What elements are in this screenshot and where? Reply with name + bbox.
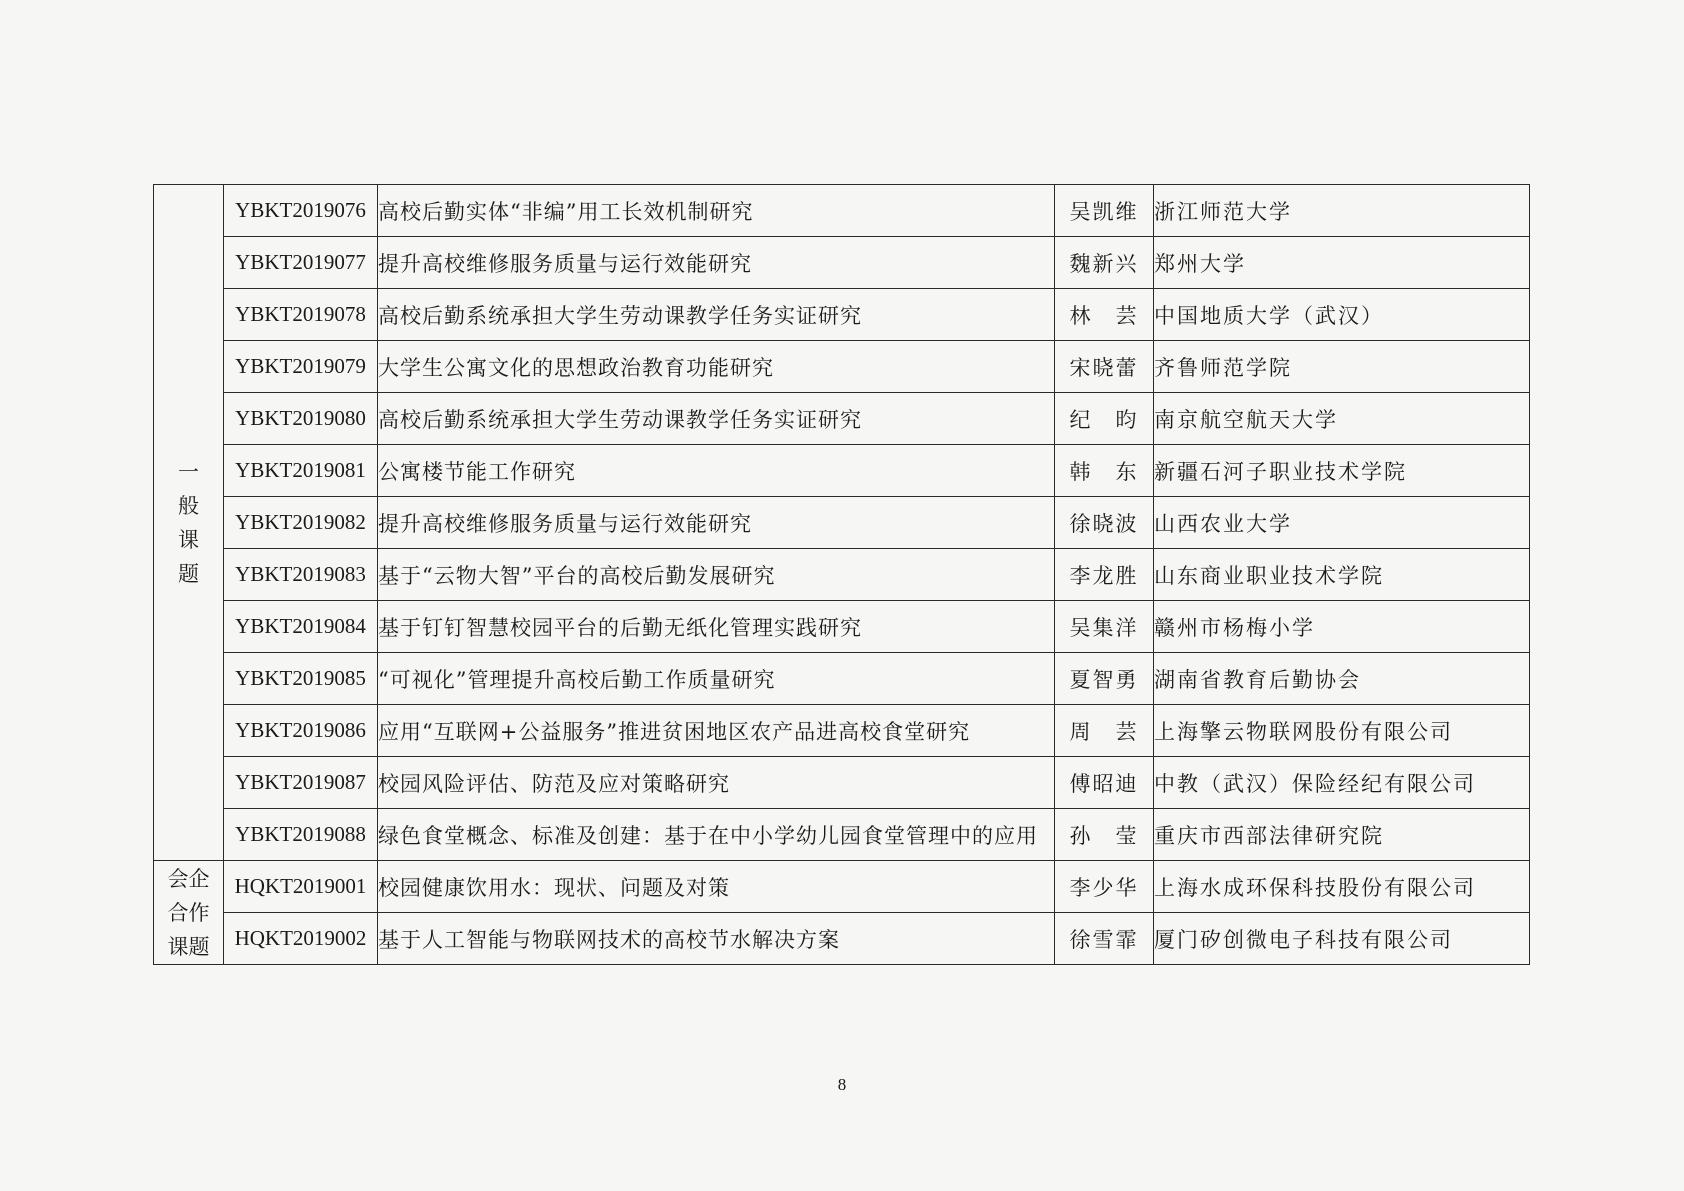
project-organization: 新疆石河子职业技术学院 (1154, 445, 1530, 497)
project-organization: 山西农业大学 (1154, 497, 1530, 549)
project-code: YBKT2019084 (224, 601, 378, 653)
project-organization: 山东商业职业技术学院 (1154, 549, 1530, 601)
project-code: YBKT2019078 (224, 289, 378, 341)
project-title: 校园风险评估、防范及应对策略研究 (378, 757, 1055, 809)
project-leader: 韩 东 (1055, 445, 1154, 497)
table-row (154, 653, 1530, 705)
project-title: 提升高校维修服务质量与运行效能研究 (378, 237, 1055, 289)
project-title: 高校后勤实体“非编”用工长效机制研究 (378, 185, 1055, 237)
project-code: YBKT2019080 (224, 393, 378, 445)
project-organization: 湖南省教育后勤协会 (1154, 653, 1530, 705)
table-row (154, 289, 1530, 341)
category-general (154, 185, 224, 861)
project-code: YBKT2019085 (224, 653, 378, 705)
project-leader: 徐雪霏 (1055, 913, 1154, 965)
page-number: 8 (837, 1075, 847, 1094)
table-row (154, 913, 1530, 965)
category-enterprise-line: 会企 (167, 866, 210, 891)
project-organization: 重庆市西部法律研究院 (1154, 809, 1530, 861)
project-title: 公寓楼节能工作研究 (378, 445, 1055, 497)
category-enterprise (154, 861, 224, 965)
category-general-char: 般 (178, 493, 199, 518)
project-code: YBKT2019077 (224, 237, 378, 289)
project-title: 高校后勤系统承担大学生劳动课教学任务实证研究 (378, 289, 1055, 341)
project-title: “可视化”管理提升高校后勤工作质量研究 (378, 653, 1055, 705)
table-row (154, 757, 1530, 809)
project-title: 绿色食堂概念、标准及创建：基于在中小学幼儿园食堂管理中的应用 (378, 809, 1055, 861)
project-organization: 上海擎云物联网股份有限公司 (1154, 705, 1530, 757)
table-row (154, 809, 1530, 861)
table-row (154, 497, 1530, 549)
category-general-char: 题 (178, 561, 199, 586)
project-code: YBKT2019076 (224, 185, 378, 237)
project-leader: 纪 昀 (1055, 393, 1154, 445)
project-code: HQKT2019002 (224, 913, 378, 965)
table-row (154, 861, 1530, 913)
project-title: 校园健康饮用水：现状、问题及对策 (378, 861, 1055, 913)
project-title: 高校后勤系统承担大学生劳动课教学任务实证研究 (378, 393, 1055, 445)
project-title: 提升高校维修服务质量与运行效能研究 (378, 497, 1055, 549)
project-organization: 中国地质大学（武汉） (1154, 289, 1530, 341)
project-leader: 宋晓蕾 (1055, 341, 1154, 393)
project-code: YBKT2019087 (224, 757, 378, 809)
table-row (154, 185, 1530, 237)
table-row (154, 393, 1530, 445)
project-code: HQKT2019001 (224, 861, 378, 913)
project-code: YBKT2019088 (224, 809, 378, 861)
project-title: 基于“云物大智”平台的高校后勤发展研究 (378, 549, 1055, 601)
project-leader: 傅昭迪 (1055, 757, 1154, 809)
project-leader: 林 芸 (1055, 289, 1154, 341)
project-code: YBKT2019083 (224, 549, 378, 601)
project-title: 基于人工智能与物联网技术的高校节水解决方案 (378, 913, 1055, 965)
project-table (153, 184, 1530, 965)
table-row (154, 341, 1530, 393)
project-organization: 南京航空航天大学 (1154, 393, 1530, 445)
table-body (154, 185, 1530, 965)
project-organization: 赣州市杨梅小学 (1154, 601, 1530, 653)
category-general-char: 一 (178, 459, 199, 484)
table-row (154, 705, 1530, 757)
table-row (154, 445, 1530, 497)
project-leader: 吴凯维 (1055, 185, 1154, 237)
project-leader: 周 芸 (1055, 705, 1154, 757)
table-row (154, 601, 1530, 653)
table-row (154, 549, 1530, 601)
project-code: YBKT2019081 (224, 445, 378, 497)
project-title: 基于钉钉智慧校园平台的后勤无纸化管理实践研究 (378, 601, 1055, 653)
project-code: YBKT2019082 (224, 497, 378, 549)
category-enterprise-line: 课题 (167, 934, 210, 959)
project-title: 应用“互联网+公益服务”推进贫困地区农产品进高校食堂研究 (378, 705, 1055, 757)
project-organization: 厦门矽创微电子科技有限公司 (1154, 913, 1530, 965)
project-organization: 中教（武汉）保险经纪有限公司 (1154, 757, 1530, 809)
category-general-char: 课 (178, 527, 199, 552)
project-organization: 上海水成环保科技股份有限公司 (1154, 861, 1530, 913)
project-leader: 李少华 (1055, 861, 1154, 913)
project-organization: 齐鲁师范学院 (1154, 341, 1530, 393)
project-title: 大学生公寓文化的思想政治教育功能研究 (378, 341, 1055, 393)
project-code: YBKT2019086 (224, 705, 378, 757)
project-leader: 夏智勇 (1055, 653, 1154, 705)
project-organization: 浙江师范大学 (1154, 185, 1530, 237)
project-code: YBKT2019079 (224, 341, 378, 393)
project-leader: 徐晓波 (1055, 497, 1154, 549)
project-leader: 魏新兴 (1055, 237, 1154, 289)
category-enterprise-line: 合作 (167, 900, 210, 925)
project-organization: 郑州大学 (1154, 237, 1530, 289)
project-leader: 李龙胜 (1055, 549, 1154, 601)
project-leader: 吴集洋 (1055, 601, 1154, 653)
table-row (154, 237, 1530, 289)
project-leader: 孙 莹 (1055, 809, 1154, 861)
